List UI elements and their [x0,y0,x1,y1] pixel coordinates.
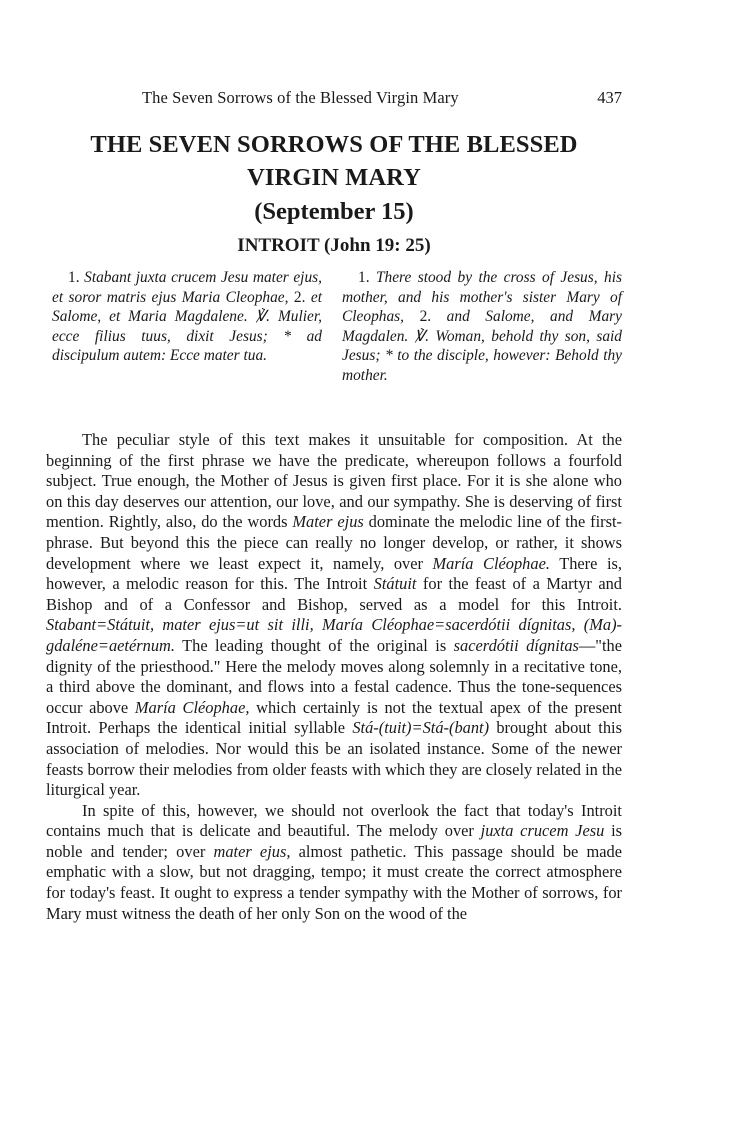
p2-run: is noble and tender; over [46,821,623,861]
paragraph-1 [46,430,622,801]
latin-text [52,268,322,366]
p1-run: The peculiar style of this text makes it unsuitable for composition. At the beginning of the first phrase we have the predicate, whereupon follows a fourfold subject. True enough, the Mother of Jesus is given first place. For it is she alone who on this day deserves our attention, our love, and our sympathy. She is deserving of first mention. Rightly, also, do the words [46,430,622,532]
p1-run: which certainly is not the textual apex of the present Introit. Perhaps the identical initial syllable [46,697,622,738]
p1-run: for the feast of a Martyr and Bishop and of a Confessor and Bishop, served as a model for this Introit. [46,574,622,614]
p1-run: —"the dignity of the priesthood." Here the melody moves along solemnly in a recitative tone, a third above the dominant, and flows into a festal cadence. Thus the tone-sequences occur above [46,635,622,717]
p1-run: There is, however, a melodic reason for this. The Introit [46,553,622,594]
latin-segment-1: Stabant juxta crucem Jesu mater ejus, et soror matris ejus Maria Cleophae, [52,269,322,306]
title-line-2: VIRGIN MARY [247,164,421,191]
latin-segment-2: et Salome, et Maria Magdalene. ℣. Mulier, ecce filius tuus, dixit Jesus; * ad discipulum autem: Ecce mater tua. [52,288,322,365]
p1-italic: Stabant=Státuit, mater ejus=ut sit illi, María Cléophae=sacerdótii dígnitas, (Ma)-gdaléne=aetérnum. [46,615,622,655]
paragraph-2 [46,801,622,925]
latin-column [52,268,322,366]
running-head [46,88,622,110]
commentary [46,430,622,924]
english-segment-2: and Salome, and Mary Magdalen. ℣. Woman, behold thy son, said Jesus; * to the disciple, however: Behold thy mother. [342,308,622,384]
p2-italic: juxta crucem Jesu [480,821,605,841]
p1-run: dominate the melodic line of the first-phrase. But beyond this the piece can really no longer develop, or rather, it shows development where we least expect it, namely, over [46,512,622,573]
p1-italic: Stá-(tuit)=Stá-(bant) [352,718,490,738]
page-number: 437 [597,88,622,107]
p1-run: brought about this association of melodies. Nor would this be an isolated instance. Some of the newer feasts borrow their melodies from older feasts with which they are closely related in the liturgical year. [46,718,622,800]
p1-italic: María Cléophae. [432,553,550,573]
english-column [342,268,622,386]
p2-italic: mater ejus, [213,841,291,861]
latin-verse-number-2: 2. [293,288,306,306]
chapter-title [46,128,622,260]
english-verse-number-1: 1. [358,269,370,286]
p1-run: The leading thought of the original is [174,635,454,655]
p2-run: almost pathetic. This passage should be made emphatic with a slow, but not dragging, tempo; it must create the correct atmosphere for today's feast. It ought to express a tender sympathy with the Mother of sorrows, for Mary must witness the death of her only Son on the wood of the [46,841,622,923]
p1-italic: sacerdótii dígnitas [453,635,579,655]
title-line-1: THE SEVEN SORROWS OF THE BLESSED [90,131,578,158]
p2-run: In spite of this, however, we should not overlook the fact that today's Introit contains much that is delicate and beautiful. The melody over [46,800,622,841]
p1-italic: Mater ejus [292,512,364,532]
p1-italic: María Cléophae, [134,697,250,717]
english-segment-1: There stood by the cross of Jesus, his mother, and his mother's sister Mary of Cleophas, [342,269,622,326]
latin-verse-number-1: 1. [68,269,80,286]
p1-italic: Státuit [373,574,417,594]
english-text [342,268,622,386]
english-verse-number-2: 2. [419,308,432,326]
running-title: The Seven Sorrows of the Blessed Virgin Mary [142,88,459,107]
feast-date: (September 15) [254,198,414,225]
section-heading: INTROIT (John 19: 25) [237,235,431,256]
